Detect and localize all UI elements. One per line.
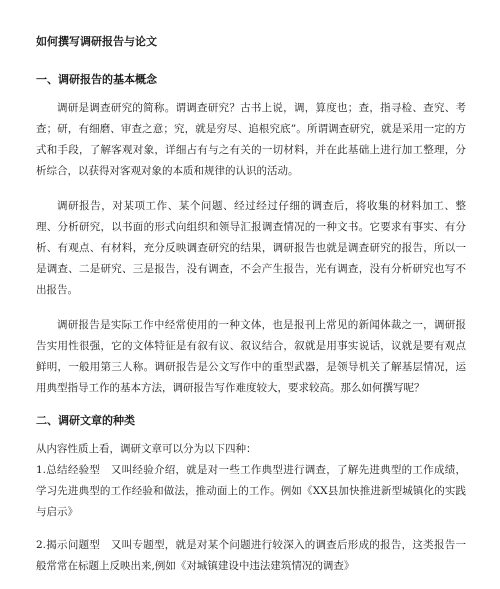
section-heading-types: 二、调研文章的种类 xyxy=(36,414,135,427)
list-item: 2.揭示问题型 又叫专题型，就是对某个问题进行较深入的调查后形成的报告，这类报告一般常常在标题上反映出来,例如《对城镇建设中违法建筑情况的调查》 xyxy=(36,539,466,572)
paragraph: 调研报告是实际工作中经常使用的一种文体，也是报刊上常见的新闻体裁之一，调研报告实用性很强，它的文体特征是有叙有议、叙议结合，叙就是用事实说话，议就是要有观点鲜明，一般用第三人称。调研报告是公文写作中的重型武器，是领导机关了解基层情况，运用典型指导工作的基本方法，调研报告写作难度较大，要求较高。那么如何撰写呢？ xyxy=(36,319,466,394)
list-item: 1.总结经验型 又叫经验介绍，就是对一些工作典型进行调查，了解先进典型的工作成绩，学习先进典型的工作经验和做法，推动面上的工作。例如《XX县加快推进新型城镇化的实践与启示》 xyxy=(36,464,466,518)
document-title: 如何撰写调研报告与论文 xyxy=(36,35,157,48)
paragraph: 调研报告，对某项工作、某个问题、经过经过仔细的调查后，将收集的材料加工、整理、分析研究，以书面的形式向组织和领导汇报调查情况的一种文书。它要求有事实、有分析、有观点、有材料，充分反映调查研究的结果，调研报告也就是调查研究的报告，所以一是调查、二是研究、三是报告，没有调查，不会产生报告，光有调查，没有分析研究也写不出报告。 xyxy=(36,200,466,296)
paragraph: 调研是调查研究的简称。谓调查研究？古书上说，调，算度也；查，指寻检、查究、考查；研，有细磨、审查之意；究，就是穷尽、追根究底”。所谓调查研究，就是采用一定的方式和手段，了解客观对象，详细占有与之有关的一切材料，并在此基础上进行加工整理，分析综合，以获得对客观对象的本质和规律的认识的活动。 xyxy=(36,102,466,177)
document xyxy=(36,34,466,589)
section-intro: 从内容性质上看，调研文章可以分为以下四种： xyxy=(36,443,257,455)
section-heading-basic-concept: 一、调研报告的基本概念 xyxy=(36,73,157,86)
